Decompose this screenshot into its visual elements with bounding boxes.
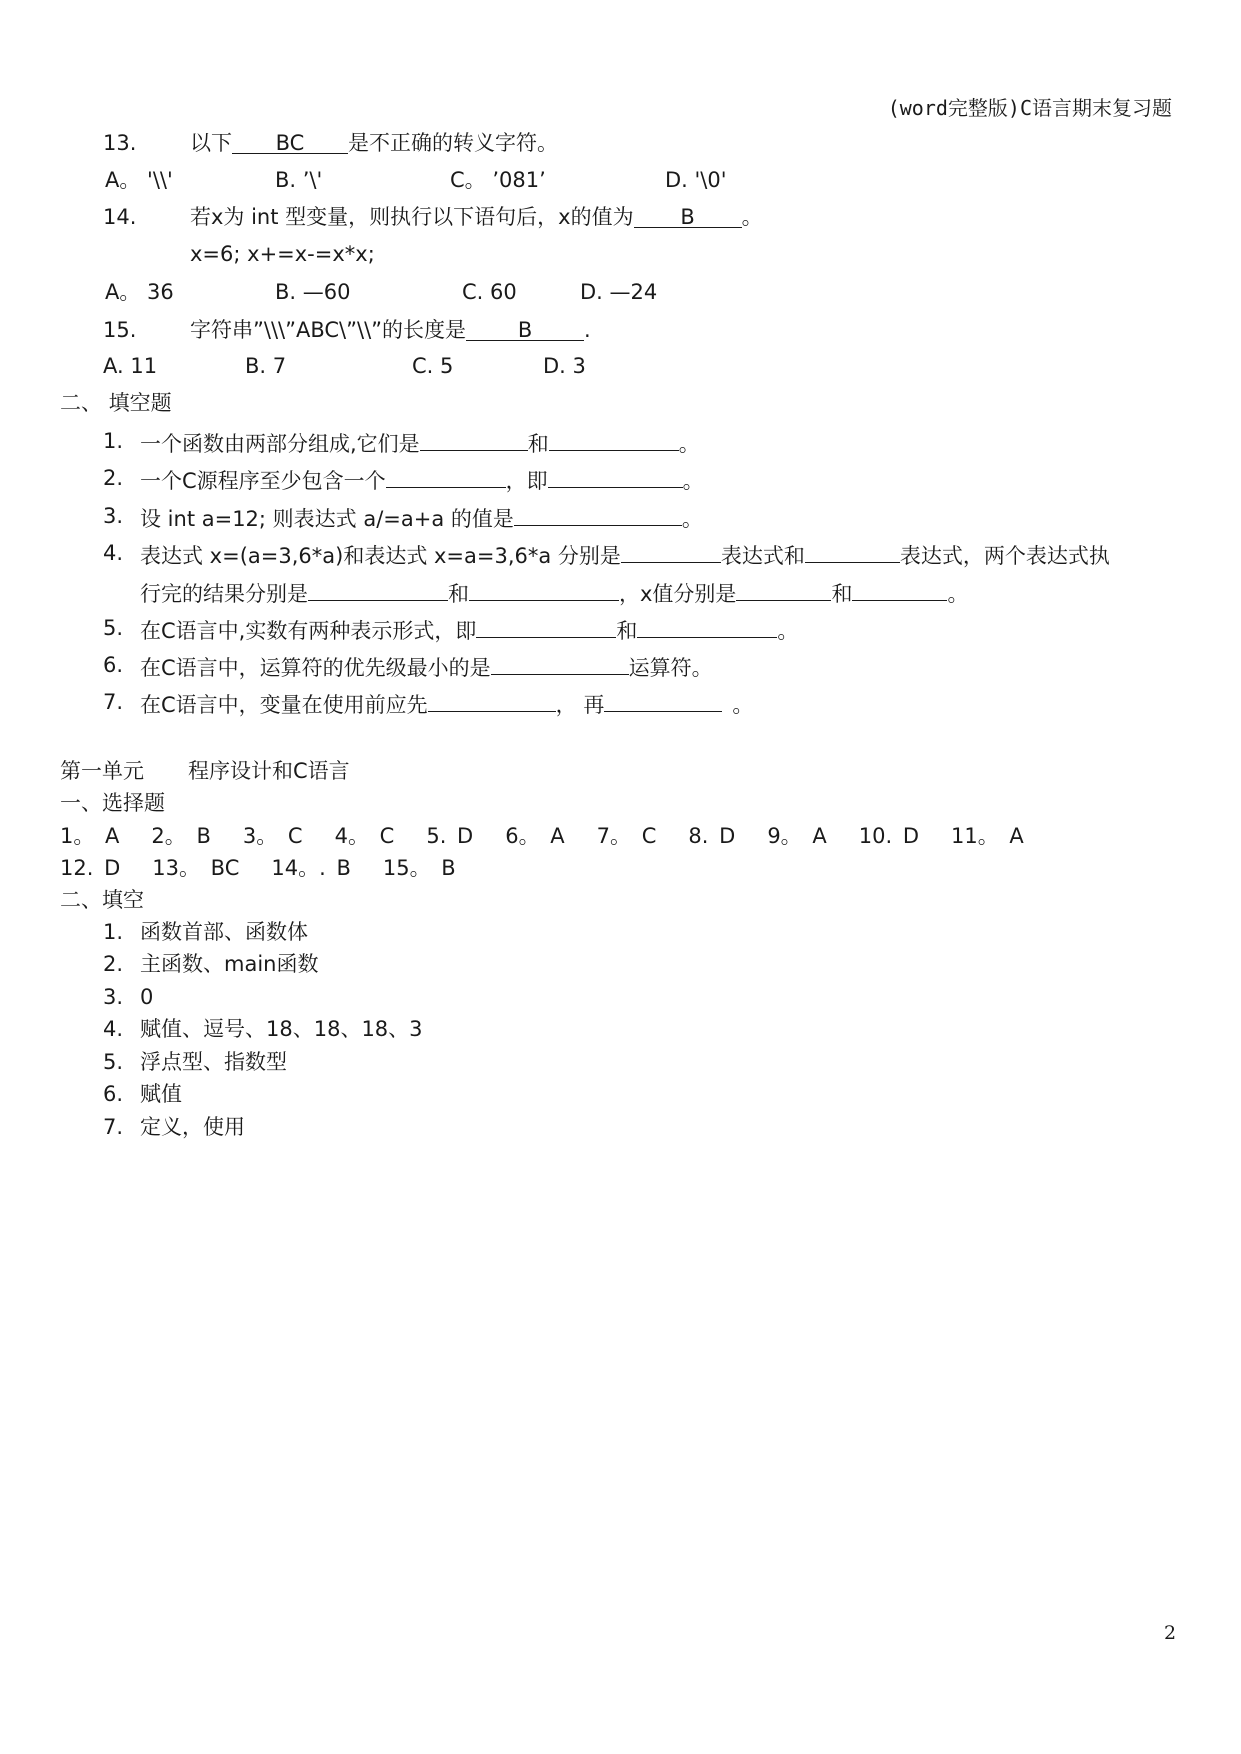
fill-item-4-blank-1 — [621, 540, 721, 563]
q14-stem-end: 。 — [741, 205, 763, 229]
fill-item-6-text-a: 在C语言中，运算符的优先级最小的是 — [140, 656, 491, 680]
answer-fill-item-6-text: 赋值 — [140, 1082, 182, 1106]
fill-item-3-number: 3. — [103, 504, 124, 528]
fill-item-5-text-b: 和 — [616, 619, 638, 643]
q13-stem-pre: 以下 — [190, 131, 232, 155]
answer-unit-heading — [60, 758, 350, 784]
fill-item-6-number: 6. — [103, 653, 124, 677]
fill-item-2-blank-1 — [386, 465, 506, 488]
fill-item-4-text-b: 表达式和 — [720, 544, 805, 568]
answer-fill-item-1-number: 1. — [103, 920, 124, 944]
fill-item-5-text-c: 。 — [777, 619, 799, 643]
answer-fill-item-2-text: 主函数、main函数 — [140, 952, 319, 976]
answer-fill-item-5-text: 浮点型、指数型 — [140, 1050, 287, 1074]
q14-stem — [190, 204, 763, 230]
fill-item-4-text-f: ，x值分别是 — [619, 582, 737, 606]
section-fill-title: 二、 填空题 — [60, 391, 172, 415]
fill-item-7-blank-1 — [428, 689, 556, 712]
q13-answer-blank: BC — [232, 131, 348, 154]
answer-fill-item-3-number: 3. — [103, 985, 124, 1009]
fill-item-7-number: 7. — [103, 690, 124, 714]
fill-item-5-blank-1 — [476, 615, 616, 638]
answer-fill-item-6-number: 6. — [103, 1082, 124, 1106]
fill-item-4-text-a: 表达式 x=(a=3,6*a)和表达式 x=a=3,6*a 分别是 — [140, 544, 621, 568]
q15-number: 15. — [103, 318, 137, 342]
fill-item-2 — [140, 465, 704, 494]
fill-item-1-number: 1. — [103, 429, 124, 453]
fill-item-2-text-c: 。 — [682, 469, 704, 493]
q15-option-d: D. 3 — [543, 354, 586, 378]
answer-unit-subtitle: 程序设计和C语言 — [188, 759, 350, 783]
answer-choice-row-1: 1。 A 2。 B 3。 C 4。 C 5. D 6。 A 7。 C 8. D 9。 A 10. D 11。 A — [60, 824, 1024, 848]
answer-fill-item-1-text: 函数首部、函数体 — [140, 920, 308, 944]
fill-item-3-text-a: 设 int a=12; 则表达式 a/=a+a 的值是 — [140, 507, 514, 531]
fill-item-1-text-b: 和 — [527, 432, 549, 456]
q13-stem-post: 是不正确的转义字符。 — [348, 131, 558, 155]
q13-number: 13. — [103, 131, 137, 155]
fill-item-4-number: 4. — [103, 541, 124, 565]
fill-item-1-text-a: 一个函数由两部分组成,它们是 — [140, 432, 420, 456]
fill-item-7 — [140, 689, 753, 718]
answer-fill-item-7-number: 7. — [103, 1115, 124, 1139]
fill-item-6-text-b: 运算符。 — [628, 656, 713, 680]
fill-item-5-number: 5. — [103, 616, 124, 640]
q13-option-d: D. '\0' — [665, 168, 727, 192]
fill-item-1-blank-1 — [420, 428, 528, 451]
q14-answer-blank: B — [634, 205, 742, 228]
fill-item-4-line-2 — [140, 578, 968, 607]
q14-option-a: A。 36 — [105, 280, 174, 304]
q15-stem — [190, 317, 591, 343]
answer-choice-row-2: 12. D 13。 BC 14。. B 15。 B — [60, 856, 456, 880]
fill-item-3-blank-1 — [514, 503, 682, 526]
fill-item-7-blank-2 — [604, 689, 722, 712]
fill-item-2-text-a: 一个C源程序至少包含一个 — [140, 469, 386, 493]
q14-option-d: D. —24 — [580, 280, 658, 304]
fill-item-4-text-e: 和 — [448, 582, 469, 606]
q13-option-c: C。 ’081’ — [450, 168, 546, 192]
fill-item-7-text-a: 在C语言中，变量在使用前应先 — [140, 693, 428, 717]
answer-fill-item-4-number: 4. — [103, 1017, 124, 1041]
answer-fill-item-3-text: 0 — [140, 985, 154, 1009]
q13-stem — [190, 130, 558, 156]
q15-answer-blank: B — [466, 318, 584, 341]
fill-item-4-blank-6 — [852, 578, 947, 601]
q15-stem-text: 字符串”\\\”ABC\”\\”的长度是 — [190, 318, 467, 342]
fill-item-1-blank-2 — [549, 428, 679, 451]
fill-item-5-text-a: 在C语言中,实数有两种表示形式，即 — [140, 619, 477, 643]
fill-item-4-text-d: 行完的结果分别是 — [140, 582, 308, 606]
fill-item-4-text-h: 。 — [947, 582, 969, 606]
answer-fill-item-5-number: 5. — [103, 1050, 124, 1074]
q14-code: x=6; x+=x-=x*x; — [190, 242, 375, 266]
fill-item-4-text-c: 表达式，两个表达式执 — [899, 544, 1110, 568]
q14-stem-text: 若x为 int 型变量，则执行以下语句后，x的值为 — [190, 205, 634, 229]
q14-option-c: C. 60 — [462, 280, 517, 304]
fill-item-4-blank-2 — [805, 540, 900, 563]
fill-item-2-blank-2 — [548, 465, 683, 488]
answer-choice-title: 一、选择题 — [60, 791, 165, 815]
q15-option-c: C. 5 — [412, 354, 454, 378]
page-number: 2 — [1164, 1622, 1177, 1644]
answer-fill-item-2-number: 2. — [103, 952, 124, 976]
fill-item-2-number: 2. — [103, 466, 124, 490]
answer-unit-title: 第一单元 — [60, 759, 144, 783]
fill-item-4-blank-4 — [469, 578, 619, 601]
q15-stem-end: . — [584, 318, 591, 342]
fill-item-4-line-1 — [140, 540, 1110, 569]
fill-item-4-blank-5 — [736, 578, 831, 601]
fill-item-5-blank-2 — [637, 615, 777, 638]
q14-number: 14. — [103, 205, 137, 229]
fill-item-7-text-b: ， 再 — [555, 693, 605, 717]
fill-item-1-text-c: 。 — [678, 432, 700, 456]
q15-option-b: B. 7 — [245, 354, 287, 378]
fill-item-4-blank-3 — [308, 578, 448, 601]
q14-option-b: B. —60 — [275, 280, 351, 304]
fill-item-5 — [140, 615, 798, 644]
page-header: (word完整版)C语言期末复习题 — [887, 96, 1172, 120]
fill-item-2-text-b: ，即 — [505, 469, 548, 493]
q13-option-a: A。 '\\' — [105, 168, 173, 192]
fill-item-3-text-b: 。 — [681, 507, 703, 531]
q15-option-a: A. 11 — [103, 354, 158, 378]
fill-item-7-text-c: 。 — [732, 693, 754, 717]
fill-item-6 — [140, 652, 713, 681]
fill-item-1 — [140, 428, 700, 457]
fill-item-6-blank-1 — [491, 652, 629, 675]
q13-option-b: B. ’\' — [275, 168, 323, 192]
fill-item-4-text-g: 和 — [831, 582, 853, 606]
fill-item-3 — [140, 503, 703, 532]
answer-fill-title: 二、填空 — [60, 888, 144, 912]
answer-fill-item-7-text: 定义，使用 — [140, 1115, 245, 1139]
answer-fill-item-4-text: 赋值、逗号、18、18、18、3 — [140, 1017, 423, 1041]
